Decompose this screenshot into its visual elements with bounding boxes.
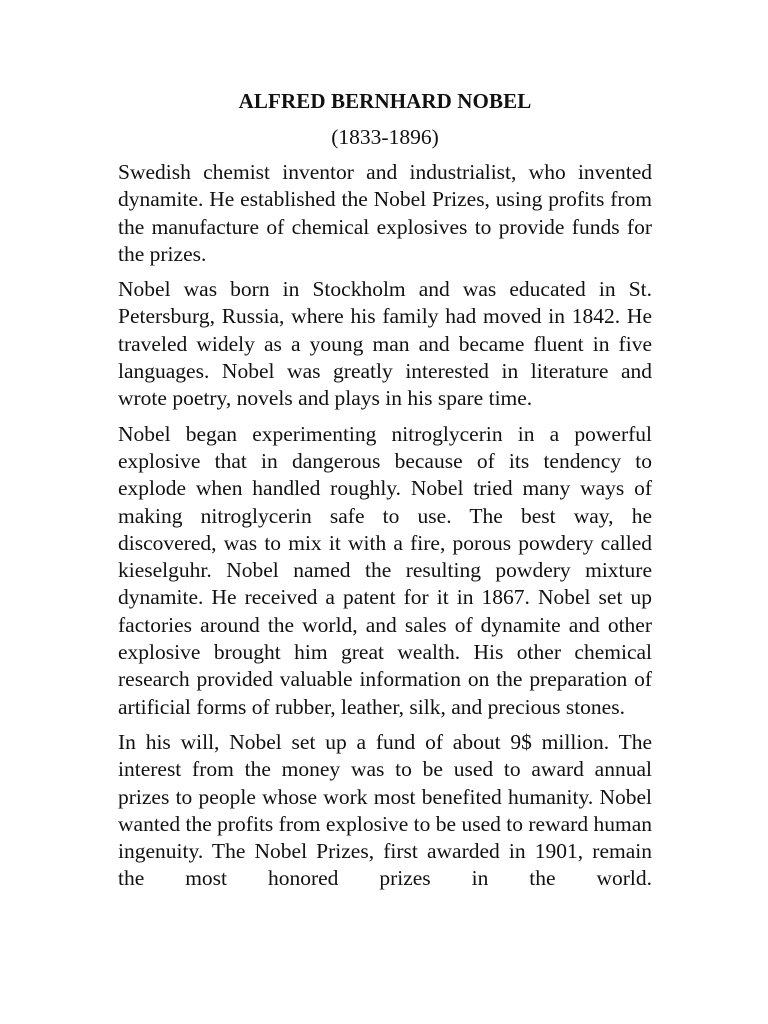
paragraph-will: In his will, Nobel set up a fund of about 9$ million. The interest from the money was to be used to award annual prizes to people whose work most benefited humanity. Nobel wanted the profits from explosive to be used to reward human ingenuity. The Nobel Prizes, first awarded in 1901, remain the most honored prizes in the world. — [118, 729, 652, 891]
paragraph-intro: Swedish chemist inventor and industrialist, who invented dynamite. He established the Nobel Prizes, using profits from the manufacture of chemical explosives to provide funds for the prizes. — [118, 160, 652, 266]
paragraph-early-life: Nobel was born in Stockholm and was educated in St. Petersburg, Russia, where his family had moved in 1842. He traveled widely as a young man and became fluent in five languages. Nobel was greatly interested in literature and wrote poetry, novels and plays in his spare time. — [118, 277, 652, 411]
document-title: ALFRED BERNHARD NOBEL — [238, 89, 532, 113]
document-body — [118, 88, 652, 893]
paragraph-dynamite: Nobel began experimenting nitroglycerin in a powerful explosive that in dangerous because of its tendency to explode when handled roughly. Nobel tried many ways of making nitroglycerin safe to use. The best way, he discovered, was to mix it with a fire, porous powdery called kieselguhr. Nobel named the resulting powdery mixture dynamite. He received a patent for it in 1867. Nobel set up factories around the world, and sales of dynamite and other explosive brought him great wealth. His other chemical research provided valuable information on the preparation of artificial forms of rubber, leather, silk, and precious stones. — [118, 421, 652, 719]
life-dates: (1833-1896) — [331, 125, 439, 149]
